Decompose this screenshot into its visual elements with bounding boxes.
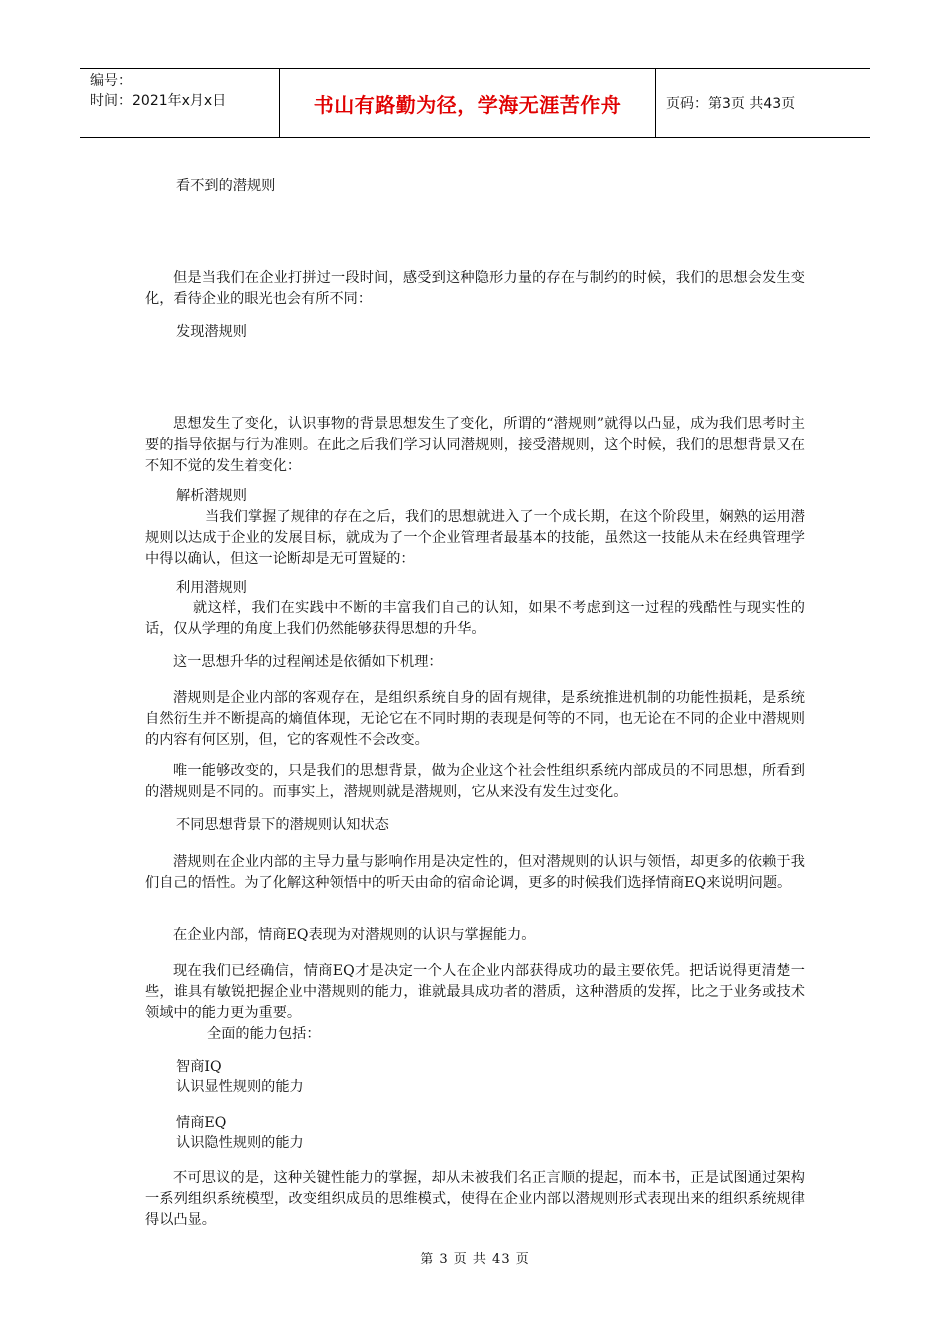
page-footer: 第 3 页 共 43 页 xyxy=(420,1252,530,1267)
paragraph: 潜规则在企业内部的主导力量与影响作用是决定性的，但对潜规则的认识与领悟，却更多的依赖于我们自己的悟性。为了化解这种领悟中的听天由命的宿命论调，更多的时候我们选择情商EQ来说明问题。 xyxy=(145,854,805,891)
paragraph: 全面的能力包括： xyxy=(207,1026,321,1042)
section-heading-discover: 发现潜规则 xyxy=(176,324,247,340)
section-heading-invisible-rules: 看不到的潜规则 xyxy=(176,178,276,194)
header-meta xyxy=(80,69,280,137)
iq-title: 智商IQ xyxy=(176,1059,222,1075)
header-motto: 书山有路勤为径，学海无涯苦作舟 xyxy=(280,69,656,137)
document-date-label: 时间：2021年x月x日 xyxy=(90,93,227,109)
page-header xyxy=(80,68,870,138)
paragraph: 就这样，我们在实践中不断的丰富我们自己的认知，如果不考虑到这一过程的残酷性与现实性的话，仅从学理的角度上我们仍然能够获得思想的升华。 xyxy=(145,600,805,637)
eq-description: 认识隐性规则的能力 xyxy=(176,1135,304,1151)
paragraph: 潜规则是企业内部的客观存在，是组织系统自身的固有规律，是系统推进机制的功能性损耗，是系统自然衍生并不断提高的熵值体现，无论它在不同时期的表现是何等的不同，也无论在不同的企业中潜规则的内容有何区别，但，它的客观性不会改变。 xyxy=(145,690,805,748)
eq-title: 情商EQ xyxy=(176,1115,227,1131)
paragraph: 现在我们已经确信，情商EQ才是决定一个人在企业内部获得成功的最主要依凭。把话说得更清楚一些，谁具有敏锐把握企业中潜规则的能力，谁就最具成功者的潜质，这种潜质的发挥，比之于业务或技术领域中的能力更为重要。 xyxy=(145,963,805,1021)
paragraph: 不可思议的是，这种关键性能力的掌握，却从未被我们名正言顺的提起，而本书，正是试图通过架构一系列组织系统模型，改变组织成员的思维模式，使得在企业内部以潜规则形式表现出来的组织系统规律得以凸显。 xyxy=(145,1170,805,1228)
paragraph: 但是当我们在企业打拼过一段时间，感受到这种隐形力量的存在与制约的时候，我们的思想会发生变化，看待企业的眼光也会有所不同： xyxy=(145,270,805,307)
section-heading-analyze: 解析潜规则 xyxy=(176,488,247,504)
document-number-label: 编号： xyxy=(90,73,132,89)
section-heading-utilize: 利用潜规则 xyxy=(176,580,247,596)
paragraph: 这一思想升华的过程阐述是依循如下机理： xyxy=(173,654,443,670)
paragraph: 思想发生了变化，认识事物的背景思想发生了变化，所谓的“潜规则”就得以凸显，成为我们思考时主要的指导依据与行为准则。在此之后我们学习认同潜规则，接受潜规则，这个时候，我们的思想背景又在不知不觉的发生着变化： xyxy=(145,416,805,474)
paragraph: 在企业内部，情商EQ表现为对潜规则的认识与掌握能力。 xyxy=(173,927,536,943)
section-heading-cognition-states: 不同思想背景下的潜规则认知状态 xyxy=(176,817,389,833)
header-page-number: 页码：第3页 共43页 xyxy=(666,96,796,112)
paragraph: 唯一能够改变的，只是我们的思想背景，做为企业这个社会性组织系统内部成员的不同思想，所看到的潜规则是不同的。而事实上，潜规则就是潜规则，它从来没有发生过变化。 xyxy=(145,763,805,800)
iq-description: 认识显性规则的能力 xyxy=(176,1079,304,1095)
paragraph: 当我们掌握了规律的存在之后，我们的思想就进入了一个成长期，在这个阶段里，娴熟的运用潜规则以达成于企业的发展目标，就成为了一个企业管理者最基本的技能，虽然这一技能从未在经典管理学中得以确认，但这一论断却是无可置疑的： xyxy=(145,509,805,567)
